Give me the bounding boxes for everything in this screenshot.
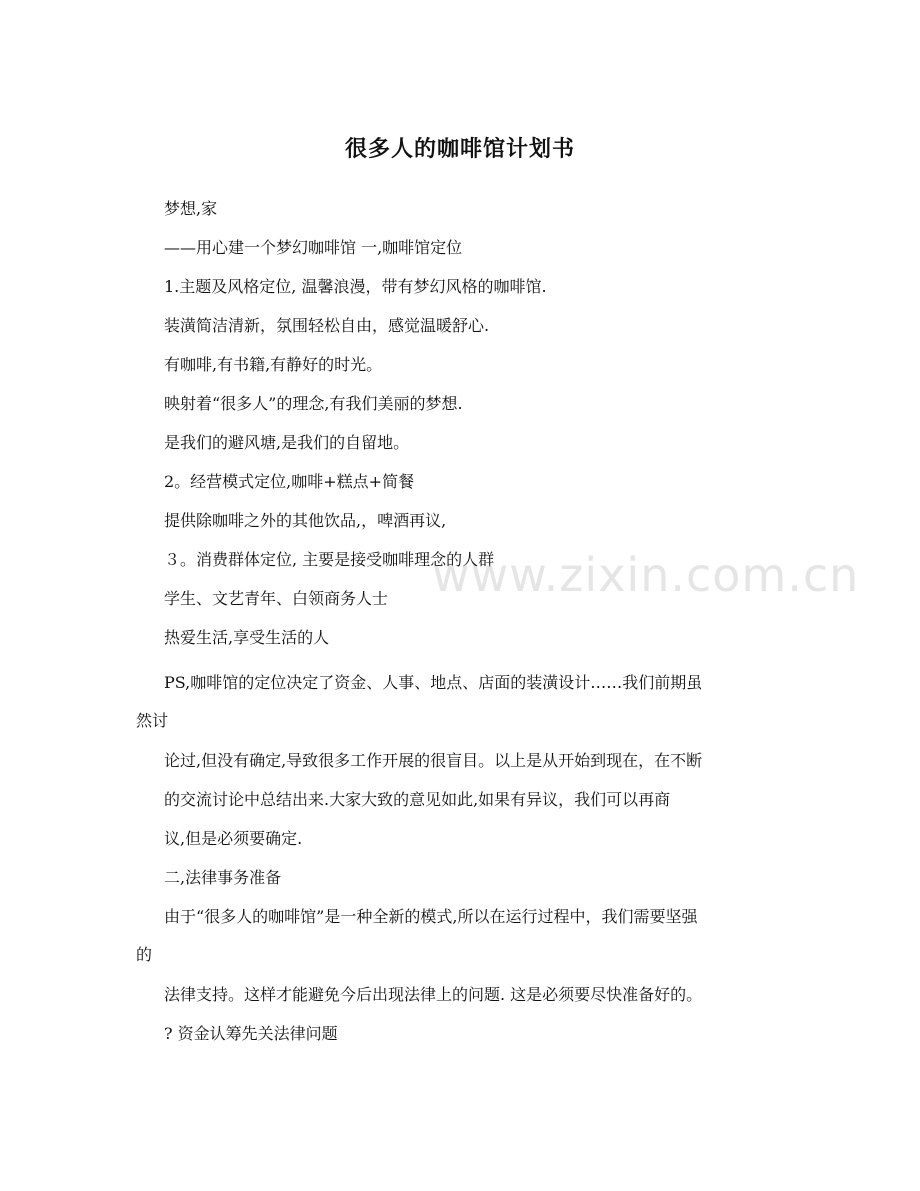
paragraph-line: 然讨 (136, 711, 169, 730)
paragraph-line: 学生、文艺青年、白领商务人士 (164, 589, 389, 608)
document-title: 很多人的咖啡馆计划书 (344, 136, 575, 162)
paragraph-line: 热爱生活,享受生活的人 (164, 628, 330, 647)
paragraph-line: 1.主题及风格定位, 温馨浪漫，带有梦幻风格的咖啡馆. (164, 277, 547, 296)
paragraph-line: 梦想,家 (164, 199, 218, 218)
paragraph-line: 2。经营模式定位,咖啡+糕点+简餐 (164, 472, 415, 491)
watermark: www.zixin.com.cn (432, 548, 860, 602)
paragraph-line: 由于“很多人的咖啡馆”是一种全新的模式,所以在运行过程中，我们需要坚强 (164, 907, 698, 926)
paragraph-line: ? 资金认筹先关法律问题 (164, 1024, 338, 1043)
paragraph-line: 议,但是必须要确定. (164, 829, 303, 848)
paragraph-line: ——用心建一个梦幻咖啡馆 一,咖啡馆定位 (164, 238, 463, 257)
paragraph-line: 二,法律事务准备 (164, 868, 282, 887)
paragraph-line: 有咖啡,有书籍,有静好的时光。 (164, 355, 383, 374)
paragraph-line: 装潢简洁清新，氛围轻松自由，感觉温暖舒心. (164, 316, 490, 335)
paragraph-line: 提供除咖啡之外的其他饮品,，啤酒再议, (164, 511, 447, 530)
paragraph-line: 法律支持。这样才能避免今后出现法律上的问题. 这是必须要尽快准备好的。 (164, 985, 703, 1004)
paragraph-line: 的 (136, 945, 153, 964)
paragraph-line: 是我们的避风塘,是我们的自留地。 (164, 433, 410, 452)
paragraph-line: 论过,但没有确定,导致很多工作开展的很盲目。以上是从开始到现在，在不断 (164, 751, 703, 770)
paragraph-line: PS,咖啡馆的定位决定了资金、人事、地点、店面的装潢设计……我们前期虽 (164, 673, 703, 692)
paragraph-line: 的交流讨论中总结出来.大家大致的意见如此,如果有异议，我们可以再商 (164, 790, 671, 809)
paragraph-line: ３。消费群体定位, 主要是接受咖啡理念的人群 (164, 550, 495, 569)
paragraph-line: 映射着“很多人”的理念,有我们美丽的梦想. (164, 394, 463, 413)
